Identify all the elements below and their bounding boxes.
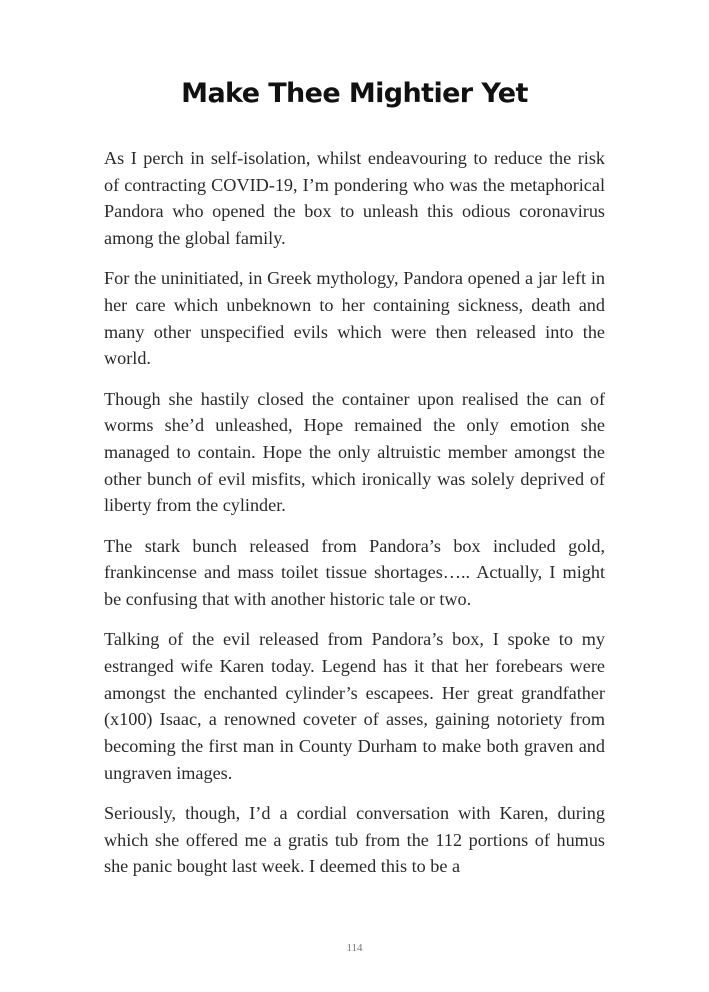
page-title: Make Thee Mightier Yet (181, 78, 528, 109)
page-number: 114 (346, 942, 363, 954)
body-text (104, 145, 605, 894)
paragraph: Though she hastily closed the container upon realised the can of worms she’d unleashed, Hope remained the only emotion she managed to contain. Hope the only altruistic member amongst the other bunch of evil misfits, which ironically was solely deprived of liberty from the cylinder. (104, 388, 605, 516)
paragraph: Talking of the evil released from Pandora’s box, I spoke to my estranged wife Karen today. Legend has it that her forebears were amongst the enchanted cylinder’s escapees. Her great grandfather (x100) Isaac, a renowned coveter of asses, gaining notoriety from becoming the first man in County Durham to make both graven and ungraven images. (104, 629, 605, 783)
paragraph: Seriously, though, I’d a cordial conversation with Karen, during which she offered me a gratis tub from the 112 portions of humus she panic bought last week. I deemed this to be a (104, 802, 605, 877)
paragraph: The stark bunch released from Pandora’s box included gold, frankincense and mass toilet tissue shortages….. Actually, I might be confusing that with another historic tale or two. (104, 535, 605, 610)
paragraph: As I perch in self-isolation, whilst endeavouring to reduce the risk of contracting COVID-19, I’m pondering who was the metaphorical Pandora who opened the box to unleash this odious coronavirus among the global family. (104, 148, 605, 249)
paragraph: For the uninitiated, in Greek mythology, Pandora opened a jar left in her care which unbeknown to her containing sickness, death and many other unspecified evils which were then released into the world. (104, 268, 605, 369)
